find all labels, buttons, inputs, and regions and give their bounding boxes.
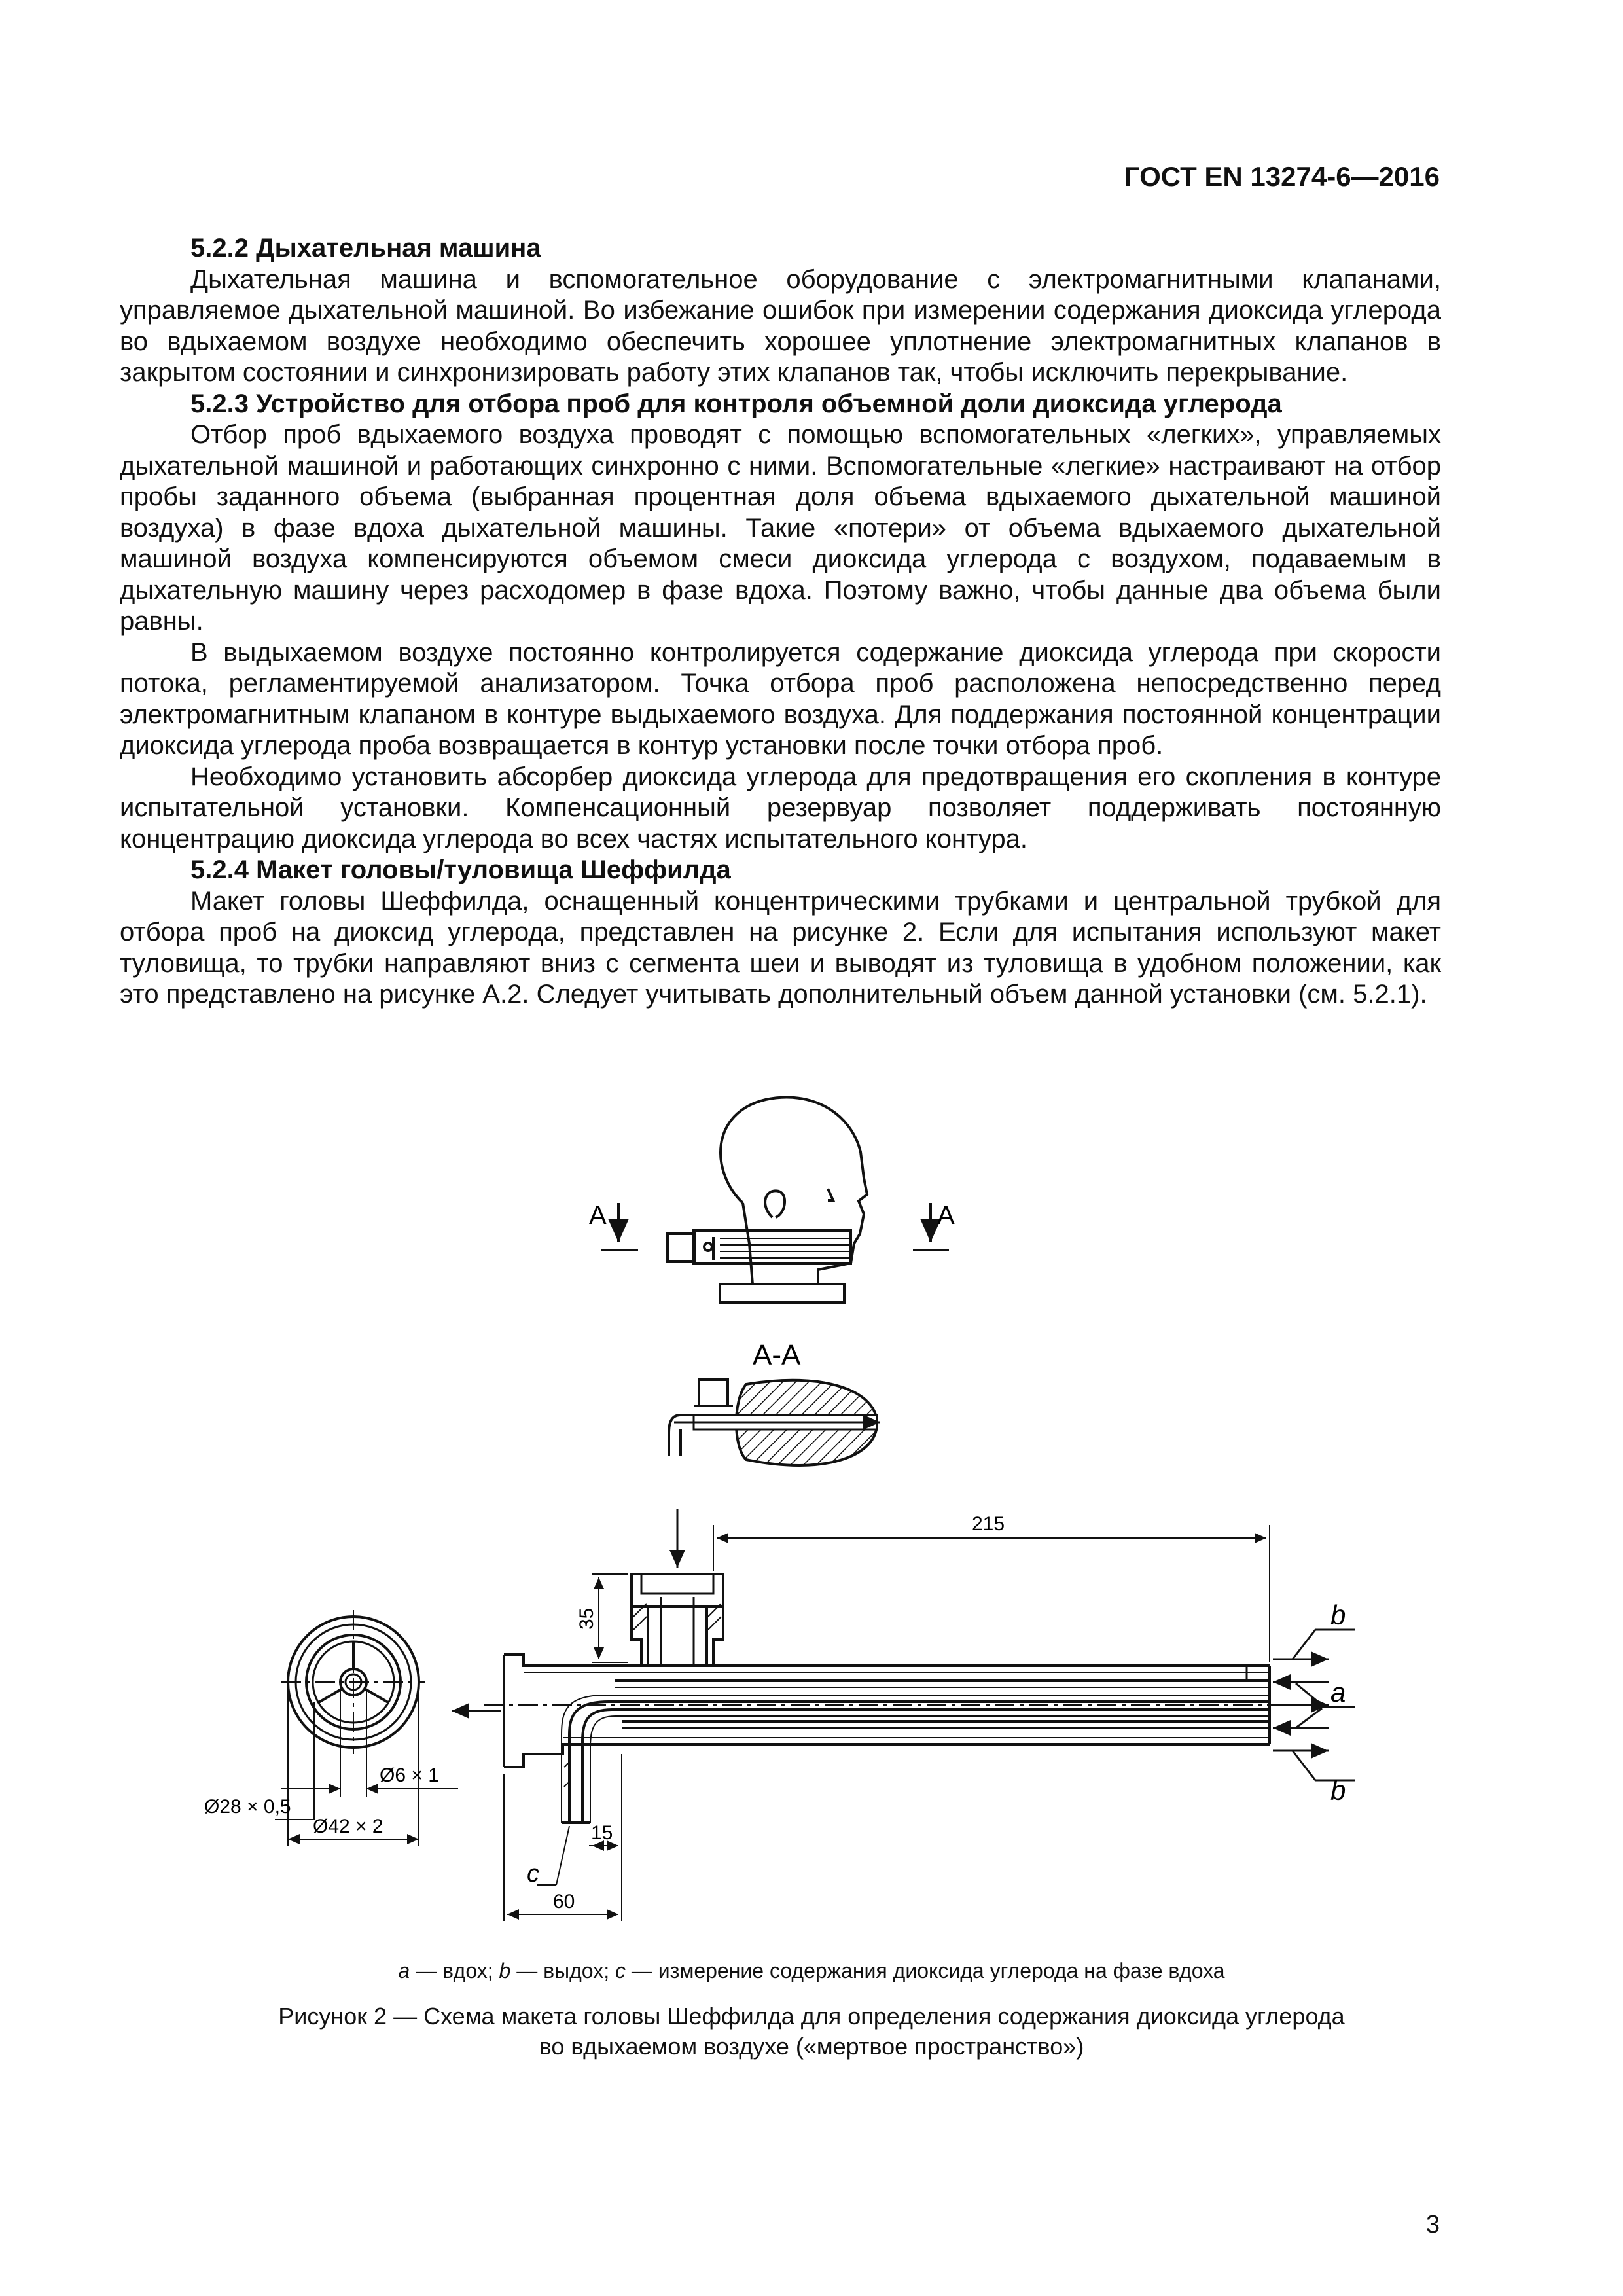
caption-line-1: Рисунок 2 — Схема макета головы Шеффилда для определения содержания диоксида углерода	[278, 2003, 1345, 2030]
section-aa-title: A-A	[753, 1339, 801, 1371]
tube-end-view	[275, 1610, 458, 1846]
standard-header: ГОСТ EN 13274-6—2016	[1124, 161, 1440, 192]
paragraph: В выдыхаемом воздухе постоянно контролируется содержание диоксида углерода при скорости потока, регламентируемой анализатором. Точка отбора проб расположена непосредственно перед электромагнитным клапаном в контуре выдыхаемого воздуха. Для поддержания постоянной концентрации диоксида углерода проба возвращается в контур установки после точки отбора проб.	[120, 637, 1441, 760]
dim-42x2-label: Ø42 × 2	[313, 1816, 383, 1837]
section-aa-view	[669, 1380, 880, 1465]
legend-text-a: — вдох;	[410, 1959, 499, 1982]
figure-caption	[196, 2001, 1427, 2062]
dim-15-label: 15	[591, 1822, 613, 1844]
figure-legend	[0, 1959, 1623, 1983]
figure-sheffield-head-diagram	[0, 1086, 1623, 2003]
dim-35	[592, 1574, 628, 1662]
label-b-bottom: b	[1330, 1775, 1346, 1806]
tube-longitudinal-section	[452, 1509, 1283, 1823]
paragraph: Макет головы Шеффилда, оснащенный концентрическими трубками и центральной трубкой для отбора проб на диоксид углерода, представлен на рисунке 2. Если для испытания используют макет туловища, то трубки направляют вниз с сегмента шеи и выводят из туловища в удобном положении, как это представлено на рисунке А.2. Следует учитывать дополнительный объем данной установки (см. 5.2.1).	[120, 886, 1441, 1009]
label-c: c	[527, 1860, 539, 1888]
section-marker-left-label: A	[589, 1201, 607, 1230]
legend-key-b: b	[499, 1959, 511, 1982]
head-profile-view	[668, 1098, 867, 1302]
legend-key-a: a	[398, 1959, 410, 1982]
label-a: a	[1330, 1677, 1346, 1708]
legend-text-b: — выдох;	[510, 1959, 615, 1982]
dim-35-label: 35	[576, 1607, 597, 1630]
section-heading-5-2-3: 5.2.3 Устройство для отбора проб для контроля объемной доли диоксида углерода	[190, 389, 1282, 418]
section-heading-5-2-2: 5.2.2 Дыхательная машина	[190, 234, 541, 262]
dim-215-label: 215	[972, 1513, 1005, 1535]
head-hatching	[720, 1238, 851, 1258]
dim-215	[713, 1525, 1270, 1662]
label-b-top: b	[1330, 1600, 1346, 1630]
dim-6x1-label: Ø6 × 1	[380, 1765, 439, 1786]
paragraph: Необходимо установить абсорбер диоксида углерода для предотвращения его скопления в контуре испытательной установки. Компенсационный резервуар позволяет поддерживать постоянную концентрацию диоксида углерода во всех частях испытательного контура.	[120, 762, 1441, 853]
legend-key-c: c	[615, 1959, 626, 1982]
paragraph: Отбор проб вдыхаемого воздуха проводят с помощью вспомогательных «легких», управляемых дыхательной машиной и работающих синхронно с ними. Вспомогательные «легкие» настраивают на отбор пробы заданного объема (выбранная процентная доля объема вдыхаемого дыхательной машиной воздуха) в фазе вдоха дыхательной машины. Такие «потери» от объема вдыхаемого дыхательной машиной воздуха компенсируются объемом смеси диоксида углерода с воздухом, подаваемым в дыхательную машину через расходомер в фазе вдоха. Поэтому важно, чтобы данные два объема были равны.	[120, 420, 1441, 636]
body-text	[120, 233, 1441, 1011]
legend-text-c: — измерение содержания диоксида углерода на фазе вдоха	[626, 1959, 1225, 1982]
dim-60-label: 60	[553, 1891, 575, 1912]
dim-28x05-label: Ø28 × 0,5	[204, 1796, 291, 1818]
caption-line-2: во вдыхаемом воздухе («мертвое пространство»)	[539, 2033, 1084, 2060]
page-number: 3	[1425, 2211, 1440, 2238]
section-heading-5-2-4: 5.2.4 Макет головы/туловища Шеффилда	[190, 855, 731, 884]
section-marker-right-label: A	[937, 1201, 955, 1230]
paragraph: Дыхательная машина и вспомогательное оборудование с электромагнитными клапанами, управляемое дыхательной машиной. Во избежание ошибок при измерении содержания диоксида углерода во вдыхаемом воздухе необходимо обеспечить хорошее уплотнение электромагнитных клапанов в закрытом состоянии и синхронизировать работу этих клапанов так, чтобы исключить перекрывание.	[120, 264, 1441, 387]
